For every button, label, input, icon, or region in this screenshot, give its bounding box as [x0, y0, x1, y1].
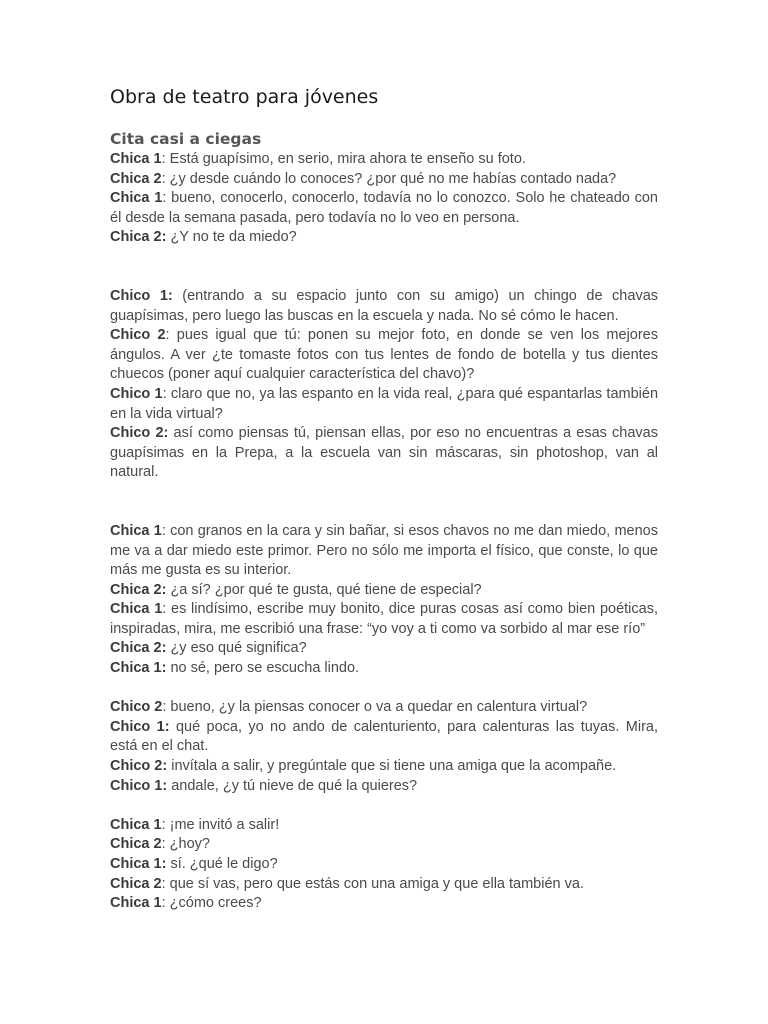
dialogue-section-4: [110, 698, 658, 796]
paragraph-spacer: [110, 679, 658, 699]
paragraph-spacer: [110, 796, 658, 816]
dialogue-section-2: [110, 287, 658, 483]
document-subtitle: Cita casi a ciegas: [110, 130, 262, 148]
line-text: invítala a salir, y pregúntale que si tiene una amiga que la acompañe.: [167, 758, 617, 775]
speaker-name: Chico 2:: [110, 425, 169, 442]
line-text: : ¡me invitó a salir!: [161, 816, 280, 833]
dialogue-section-1: [110, 150, 658, 248]
paragraph-spacer: [110, 248, 658, 287]
line-text: : que sí vas, pero que estás con una amiga y que ella también va.: [161, 875, 584, 892]
line-text: así como piensas tú, piensan ellas, por eso no encuentras a esas chavas guapísimas en la Prepa, a la escuela van sin máscaras, sin photoshop, van al natural.: [110, 425, 659, 481]
line-text: : con granos en la cara y sin bañar, si esos chavos no me dan miedo, menos me va a dar miedo este primor. Pero no sólo me importa el físico, que conste, lo que más me gusta es su interior.: [110, 522, 658, 579]
document-title: Obra de teatro para jóvenes: [110, 86, 379, 108]
speaker-name: Chica 2:: [110, 581, 167, 598]
dialogue-line: [110, 875, 658, 895]
paragraph-spacer: [110, 483, 658, 522]
speaker-name: Chico 1:: [110, 718, 170, 735]
speaker-name: Chico 2: [110, 327, 166, 344]
speaker-name: Chica 2: [110, 170, 162, 187]
speaker-name: Chica 1: [110, 522, 162, 539]
speaker-name: Chico 1: [110, 385, 163, 402]
line-text: andale, ¿y tú nieve de qué la quieres?: [167, 777, 418, 794]
line-text: : pues igual que tú: ponen su mejor foto, en donde se ven los mejores ángulos. A ver ¿te tomaste fotos con tus lentes de fondo de botella y tus dientes chuecos (poner aquí cualquier característica del chavo)?: [110, 327, 658, 383]
dialogue-line: [110, 522, 658, 581]
dialogue-line: [110, 757, 658, 777]
dialogue-line: [110, 718, 658, 757]
line-text: qué poca, yo no ando de calenturiento, para calenturas las tuyas. Mira, está en el chat.: [110, 718, 658, 755]
line-text: : claro que no, ya las espanto en la vida real, ¿para qué espantarlas también en la vida virtual?: [110, 385, 659, 422]
dialogue-line: [110, 639, 658, 659]
speaker-name: Chica 1: [110, 601, 163, 618]
speaker-name: Chico 1:: [110, 777, 168, 794]
speaker-name: Chica 1: [110, 190, 163, 207]
dialogue-line: [110, 894, 658, 914]
dialogue-line: [110, 228, 658, 248]
line-text: : bueno, conocerlo, conocerlo, todavía no lo conozco. Solo he chateado con él desde la semana pasada, pero todavía no lo veo en persona.: [110, 190, 658, 226]
dialogue-line: [110, 150, 658, 170]
dialogue-line: [110, 287, 658, 326]
speaker-name: Chica 1:: [110, 856, 167, 872]
line-text: : bueno, ¿y la piensas conocer o va a quedar en calentura virtual?: [162, 699, 588, 716]
dialogue-line: [110, 835, 658, 855]
dialogue-section-3: [110, 522, 658, 679]
dialogue-line: [110, 581, 658, 601]
line-text: sí. ¿qué le digo?: [166, 856, 278, 872]
dialogue-line: [110, 424, 658, 483]
speaker-name: Chico 2: [110, 699, 163, 716]
dialogue-line: [110, 659, 658, 679]
line-text: ¿y eso qué significa?: [166, 640, 307, 657]
dialogue-line: [110, 855, 658, 875]
line-text: ¿a sí? ¿por qué te gusta, qué tiene de especial?: [166, 581, 482, 598]
speaker-name: Chica 2: [110, 875, 162, 892]
speaker-name: Chica 1: [110, 816, 162, 833]
dialogue-line: [110, 600, 658, 639]
line-text: no sé, pero se escucha lindo.: [166, 660, 360, 677]
line-text: ¿Y no te da miedo?: [166, 229, 297, 246]
speaker-name: Chica 1: [110, 151, 162, 167]
line-text: : es lindísimo, escribe muy bonito, dice puras cosas así como bien poéticas, inspiradas, mira, me escribió una frase: “yo voy a ti como va sorbido al mar ese río”: [110, 601, 658, 637]
dialogue-line: [110, 777, 658, 797]
line-text: : ¿y desde cuándo lo conoces? ¿por qué no me habías contado nada?: [161, 170, 617, 187]
dialogue-section-5: [110, 816, 658, 914]
speaker-name: Chico 2:: [110, 758, 168, 775]
line-text: : ¿cómo crees?: [161, 895, 262, 912]
dialogue-line: [110, 326, 658, 385]
line-text: (entrando a su espacio junto con su amigo) un chingo de chavas guapísimas, pero luego las buscas en la escuela y nada. No sé cómo le hacen.: [110, 287, 659, 324]
line-text: : ¿hoy?: [161, 836, 210, 853]
speaker-name: Chica 1:: [110, 660, 167, 677]
dialogue-line: [110, 698, 658, 718]
speaker-name: Chica 1: [110, 895, 162, 912]
speaker-name: Chico 1:: [110, 287, 173, 304]
dialogue-line: [110, 189, 658, 228]
speaker-name: Chica 2: [110, 836, 162, 853]
speaker-name: Chica 2:: [110, 640, 167, 657]
dialogue-line: [110, 816, 658, 836]
line-text: : Está guapísimo, en serio, mira ahora te enseño su foto.: [161, 151, 526, 167]
dialogue-line: [110, 170, 658, 190]
dialogue-line: [110, 385, 658, 424]
speaker-name: Chica 2:: [110, 229, 167, 246]
document-page: [110, 84, 658, 914]
